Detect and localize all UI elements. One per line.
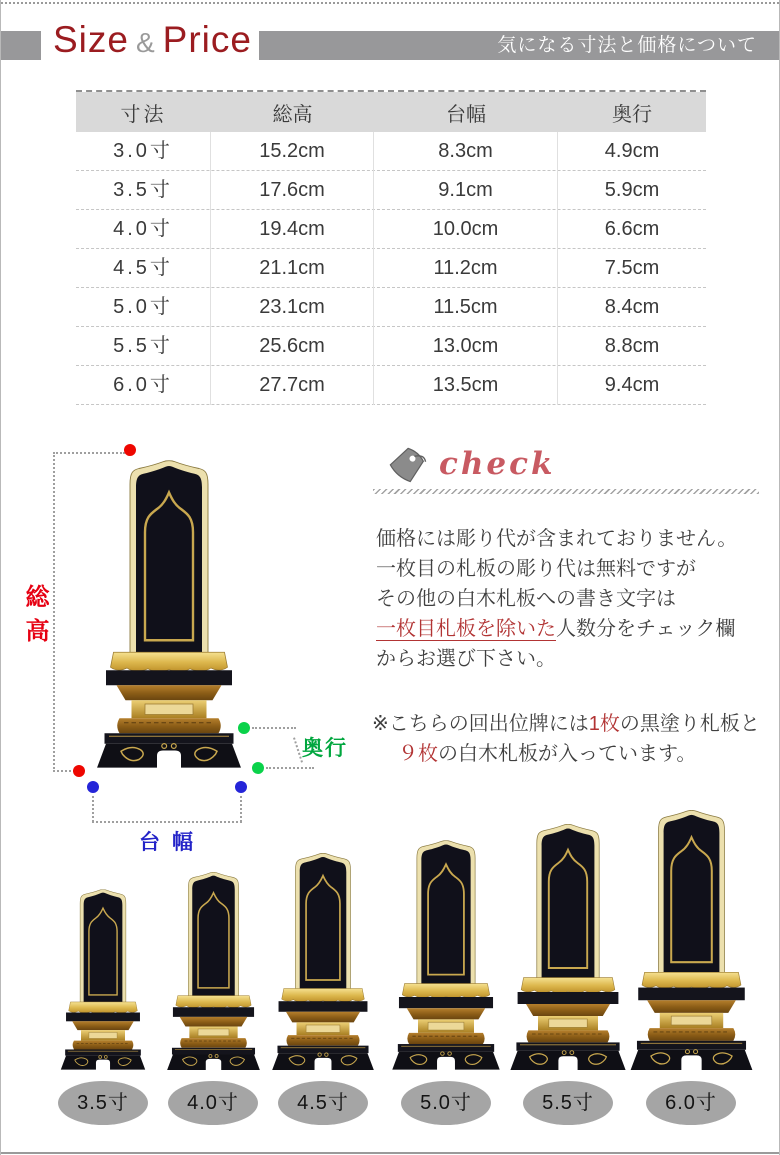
cell-total-height: 21.1cm	[211, 249, 374, 288]
cell-base-width: 11.5cm	[374, 288, 558, 327]
cell-size: 6.0寸	[76, 366, 211, 405]
cell-base-width: 8.3cm	[374, 132, 558, 171]
title-size-word: Size	[53, 19, 129, 60]
size-price-table	[76, 90, 706, 405]
table-row	[76, 249, 706, 288]
cell-size: 4.0寸	[76, 210, 211, 249]
total-height-bottom-dot	[73, 765, 85, 777]
base-width-right-dot	[235, 781, 247, 793]
table-header-row	[76, 92, 706, 132]
base-width-label: 台幅	[139, 831, 205, 854]
note-count-black: 1枚	[588, 713, 620, 735]
depth-measure-line-top	[252, 727, 296, 729]
check-hatched-divider	[373, 489, 759, 494]
tablet-image-4-5	[270, 853, 376, 1070]
table-row	[76, 366, 706, 405]
column-header-total-height: 総高	[272, 103, 313, 126]
column-header-depth: 奥行	[612, 103, 652, 126]
cell-size: 4.5寸	[76, 249, 211, 288]
base-width-measure-line	[92, 821, 242, 823]
cell-depth: 6.6cm	[604, 217, 660, 240]
size-badge: 4.5寸	[278, 1081, 368, 1125]
cell-base-width: 11.2cm	[374, 249, 558, 288]
cell-total-height: 25.6cm	[211, 327, 374, 366]
note-text: の白木札板が入っています。	[438, 743, 697, 765]
tablet-image-5-0	[390, 840, 502, 1070]
tablet-image-4-0	[165, 872, 262, 1070]
check-line: からお選び下さい。	[376, 648, 556, 670]
section-title	[53, 21, 252, 62]
depth-back-dot	[252, 762, 264, 774]
base-width-left-dot	[87, 781, 99, 793]
cell-base-width: 13.5cm	[374, 366, 558, 405]
check-note	[372, 709, 760, 769]
tag-icon	[388, 446, 428, 488]
table-row	[76, 327, 706, 366]
tablet-image-3-5	[59, 889, 147, 1070]
cell-size: 5.5寸	[76, 327, 211, 366]
memorial-tablet-diagram-image	[94, 453, 244, 775]
cell-depth: 8.8cm	[604, 334, 660, 357]
depth-measure-line-bottom	[266, 767, 314, 769]
table-row	[76, 288, 706, 327]
cell-depth: 9.4cm	[604, 373, 660, 396]
size-badge: 3.5寸	[58, 1081, 148, 1125]
tablet-image-5-5	[508, 824, 628, 1070]
check-red-underline-text: 一枚目札板を除いた	[376, 618, 556, 640]
cell-depth: 8.4cm	[604, 295, 660, 318]
check-line: 一枚目の札板の彫り代は無料ですが	[376, 558, 696, 580]
cell-size: 3.5寸	[76, 171, 211, 210]
total-height-bottom-tick	[53, 770, 75, 772]
cell-total-height: 17.6cm	[211, 171, 374, 210]
bottom-border	[1, 1152, 779, 1154]
size-badge: 6.0寸	[646, 1081, 736, 1125]
note-count-plain: ９枚	[398, 743, 438, 765]
top-dotted-divider	[1, 2, 779, 4]
title-ampersand: &	[135, 27, 156, 58]
column-header-size: 寸法	[120, 103, 167, 126]
note-text: ※こちらの回出位牌には	[372, 713, 589, 735]
title-price-word: Price	[162, 19, 252, 60]
check-heading: check	[439, 446, 556, 482]
total-height-top-dot	[124, 444, 136, 456]
base-width-right-line	[240, 796, 242, 822]
depth-label: 奥行	[302, 737, 348, 760]
check-line: 価格には彫り代が含まれておりません。	[376, 528, 738, 550]
total-height-top-tick	[53, 452, 125, 454]
total-height-label: 総高	[21, 584, 48, 652]
cell-depth: 7.5cm	[604, 256, 660, 279]
tablet-image-6-0	[628, 810, 755, 1070]
cell-total-height: 27.7cm	[211, 366, 374, 405]
note-text: の黒塗り札板と	[619, 713, 760, 735]
cell-depth: 5.9cm	[604, 178, 660, 201]
depth-front-dot	[238, 722, 250, 734]
size-badge: 5.5寸	[523, 1081, 613, 1125]
cell-total-height: 23.1cm	[211, 288, 374, 327]
base-width-left-line	[92, 796, 94, 822]
cell-base-width: 9.1cm	[374, 171, 558, 210]
check-line-rest: 人数分をチェック欄	[556, 618, 736, 640]
cell-size: 5.0寸	[76, 288, 211, 327]
cell-base-width: 10.0cm	[374, 210, 558, 249]
section-subtitle: 気になる寸法と価格について	[497, 35, 757, 56]
column-header-base-width: 台幅	[446, 103, 486, 126]
size-badge: 5.0寸	[401, 1081, 491, 1125]
size-badge: 4.0寸	[168, 1081, 258, 1125]
table-row	[76, 210, 706, 249]
note-line	[372, 739, 760, 769]
cell-total-height: 19.4cm	[211, 210, 374, 249]
table-row	[76, 171, 706, 210]
total-height-measure-line	[53, 452, 55, 772]
check-paragraph	[376, 524, 737, 674]
cell-size: 3.0寸	[76, 132, 211, 171]
cell-depth: 4.9cm	[604, 139, 660, 162]
table-row	[76, 132, 706, 171]
cell-base-width: 13.0cm	[374, 327, 558, 366]
check-line	[376, 614, 737, 644]
note-line	[372, 709, 760, 739]
check-line: その他の白木札板への書き文字は	[376, 588, 676, 610]
cell-total-height: 15.2cm	[211, 132, 374, 171]
